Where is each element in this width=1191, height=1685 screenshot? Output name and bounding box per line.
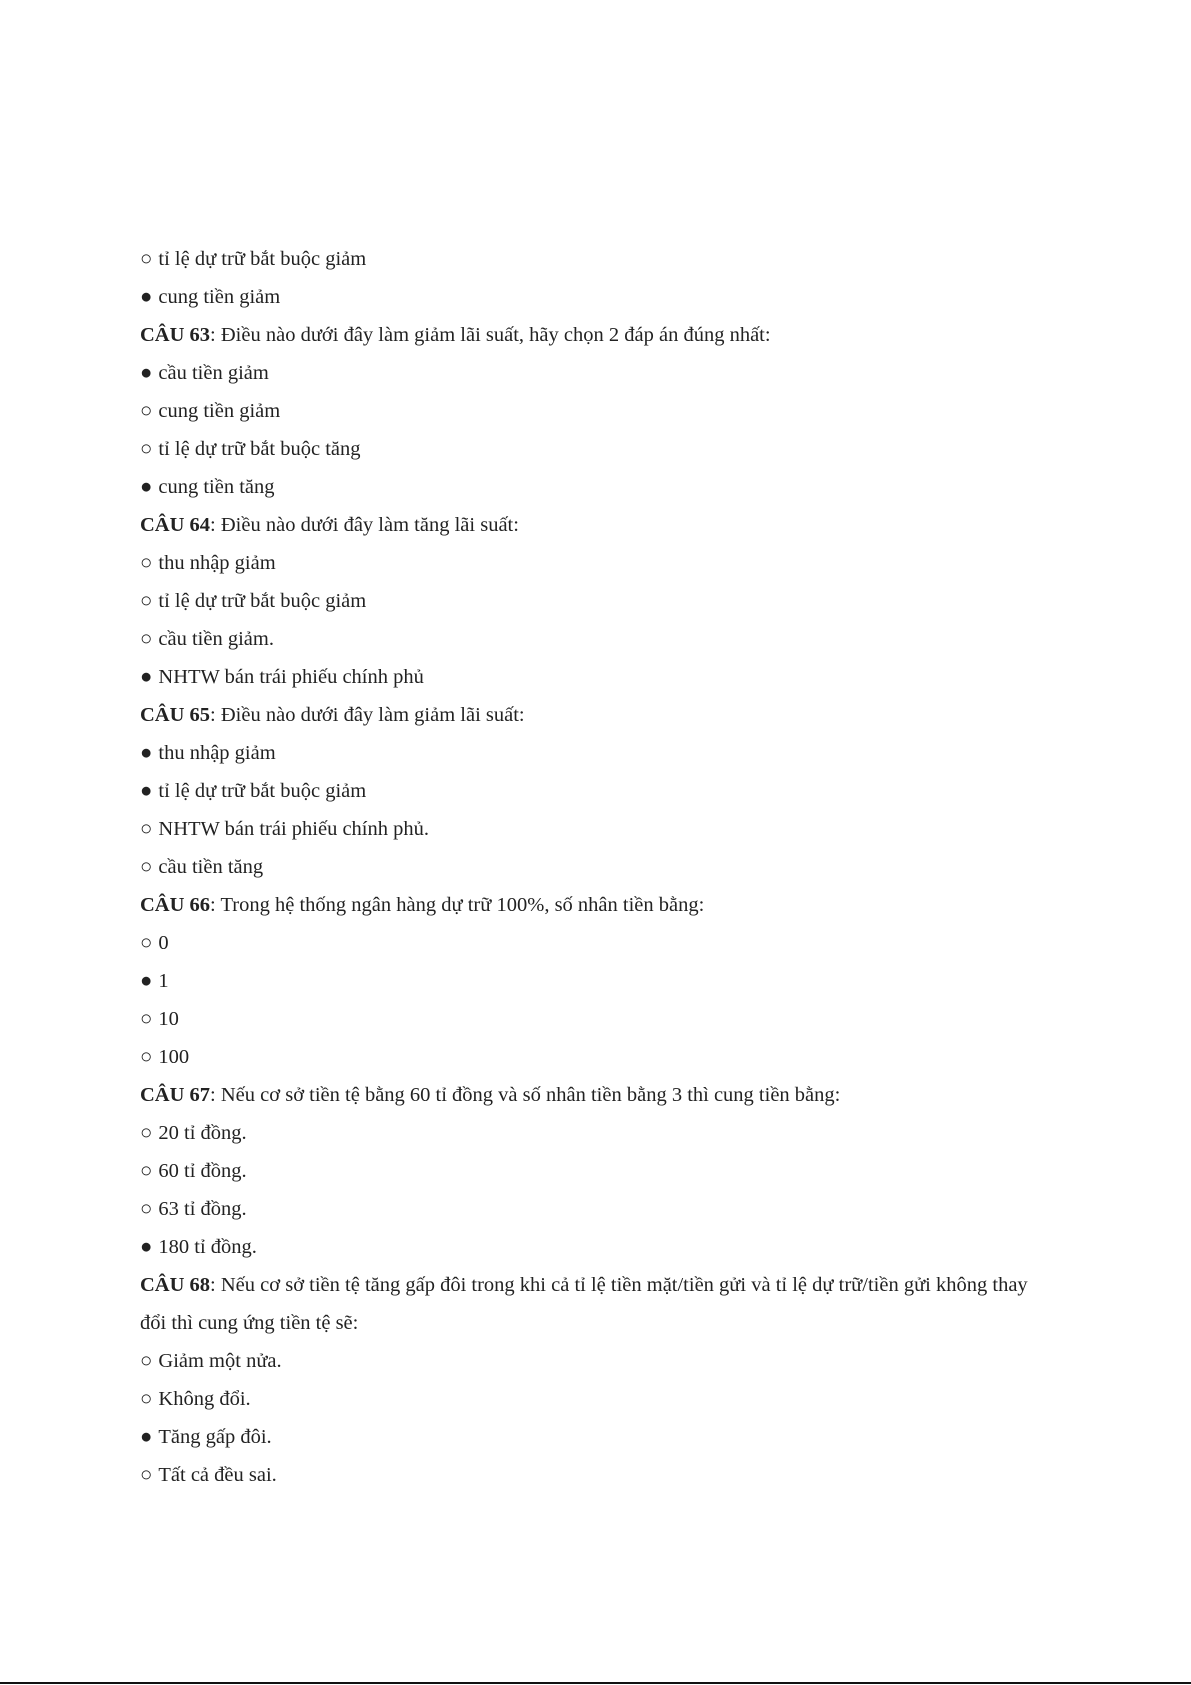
option-text: tỉ lệ dự trữ bắt buộc giảm: [158, 780, 367, 802]
unselected-bullet-icon: ○: [140, 856, 153, 878]
answer-option: [140, 582, 1040, 620]
question-number: CÂU 63: [140, 324, 211, 346]
option-text: cung tiền tăng: [158, 476, 275, 498]
answer-option: [140, 772, 1040, 810]
option-text: Tăng gấp đôi.: [158, 1426, 272, 1448]
question-number: CÂU 67: [140, 1084, 211, 1106]
question-line: [140, 506, 1040, 544]
question-text: : Điều nào dưới đây làm giảm lãi suất:: [210, 704, 525, 726]
selected-bullet-icon: ●: [140, 666, 153, 688]
unselected-bullet-icon: ○: [140, 1464, 153, 1486]
question-text: : Điều nào dưới đây làm giảm lãi suất, hãy chọn 2 đáp án đúng nhất:: [210, 324, 771, 346]
answer-option: [140, 430, 1040, 468]
option-text: cung tiền giảm: [158, 400, 281, 422]
question-line: [140, 696, 1040, 734]
answer-option: [140, 1342, 1040, 1380]
answer-option: [140, 354, 1040, 392]
question-number: CÂU 68: [140, 1274, 211, 1296]
question-text: : Điều nào dưới đây làm tăng lãi suất:: [210, 514, 519, 536]
answer-option: [140, 1190, 1040, 1228]
option-text: 0: [158, 932, 169, 954]
unselected-bullet-icon: ○: [140, 400, 153, 422]
option-text: 63 tỉ đồng.: [158, 1198, 247, 1220]
unselected-bullet-icon: ○: [140, 818, 153, 840]
answer-option: [140, 544, 1040, 582]
answer-option: [140, 734, 1040, 772]
answer-option: [140, 848, 1040, 886]
option-text: 10: [158, 1008, 179, 1030]
unselected-bullet-icon: ○: [140, 628, 153, 650]
selected-bullet-icon: ●: [140, 476, 153, 498]
unselected-bullet-icon: ○: [140, 932, 153, 954]
answer-option: [140, 278, 1040, 316]
option-text: Không đổi.: [158, 1388, 251, 1410]
answer-option: [140, 1000, 1040, 1038]
unselected-bullet-icon: ○: [140, 1388, 153, 1410]
selected-bullet-icon: ●: [140, 780, 153, 802]
answer-option: [140, 240, 1040, 278]
unselected-bullet-icon: ○: [140, 590, 153, 612]
option-text: tỉ lệ dự trữ bắt buộc tăng: [158, 438, 361, 460]
unselected-bullet-icon: ○: [140, 248, 153, 270]
question-text: : Trong hệ thống ngân hàng dự trữ 100%, số nhân tiền bằng:: [210, 894, 705, 916]
question-line: [140, 1266, 1040, 1342]
unselected-bullet-icon: ○: [140, 1046, 153, 1068]
unselected-bullet-icon: ○: [140, 1198, 153, 1220]
unselected-bullet-icon: ○: [140, 1160, 153, 1182]
question-line: [140, 316, 1040, 354]
option-text: tỉ lệ dự trữ bắt buộc giảm: [158, 590, 367, 612]
answer-option: [140, 392, 1040, 430]
option-text: thu nhập giảm: [158, 742, 276, 764]
selected-bullet-icon: ●: [140, 362, 153, 384]
answer-option: [140, 962, 1040, 1000]
question-line: [140, 1076, 1040, 1114]
answer-option: [140, 1038, 1040, 1076]
answer-option: [140, 1114, 1040, 1152]
option-text: NHTW bán trái phiếu chính phủ.: [158, 818, 430, 840]
question-line: [140, 886, 1040, 924]
unselected-bullet-icon: ○: [140, 438, 153, 460]
answer-option: [140, 1418, 1040, 1456]
answer-option: [140, 1228, 1040, 1266]
question-number: CÂU 64: [140, 514, 211, 536]
option-text: 60 tỉ đồng.: [158, 1160, 247, 1182]
option-text: cầu tiền tăng: [158, 856, 264, 878]
answer-option: [140, 924, 1040, 962]
option-text: Tất cả đều sai.: [158, 1464, 277, 1486]
option-text: NHTW bán trái phiếu chính phủ: [158, 666, 424, 688]
selected-bullet-icon: ●: [140, 970, 153, 992]
quiz-content: [140, 240, 1040, 1494]
selected-bullet-icon: ●: [140, 742, 153, 764]
answer-option: [140, 658, 1040, 696]
answer-option: [140, 620, 1040, 658]
question-number: CÂU 65: [140, 704, 211, 726]
option-text: 100: [158, 1046, 190, 1068]
answer-option: [140, 1380, 1040, 1418]
option-text: thu nhập giảm: [158, 552, 276, 574]
unselected-bullet-icon: ○: [140, 1008, 153, 1030]
selected-bullet-icon: ●: [140, 286, 153, 308]
option-text: 1: [158, 970, 169, 992]
answer-option: [140, 468, 1040, 506]
question-text: : Nếu cơ sở tiền tệ bằng 60 tỉ đồng và số nhân tiền bằng 3 thì cung tiền bằng:: [210, 1084, 841, 1106]
unselected-bullet-icon: ○: [140, 1122, 153, 1144]
unselected-bullet-icon: ○: [140, 1350, 153, 1372]
question-number: CÂU 66: [140, 894, 211, 916]
option-text: tỉ lệ dự trữ bắt buộc giảm: [158, 248, 367, 270]
selected-bullet-icon: ●: [140, 1236, 153, 1258]
answer-option: [140, 1456, 1040, 1494]
option-text: 20 tỉ đồng.: [158, 1122, 247, 1144]
option-text: cầu tiền giảm: [158, 362, 269, 384]
option-text: 180 tỉ đồng.: [158, 1236, 257, 1258]
selected-bullet-icon: ●: [140, 1426, 153, 1448]
unselected-bullet-icon: ○: [140, 552, 153, 574]
answer-option: [140, 810, 1040, 848]
option-text: cầu tiền giảm.: [158, 628, 274, 650]
bottom-border-line: [0, 1682, 1191, 1684]
option-text: cung tiền giảm: [158, 286, 281, 308]
answer-option: [140, 1152, 1040, 1190]
question-text: : Nếu cơ sở tiền tệ tăng gấp đôi trong khi cả tỉ lệ tiền mặt/tiền gửi và tỉ lệ dự trữ/tiền gửi không thay đổi thì cung ứng tiền tệ sẽ:: [140, 1274, 1028, 1334]
option-text: Giảm một nửa.: [158, 1350, 282, 1372]
